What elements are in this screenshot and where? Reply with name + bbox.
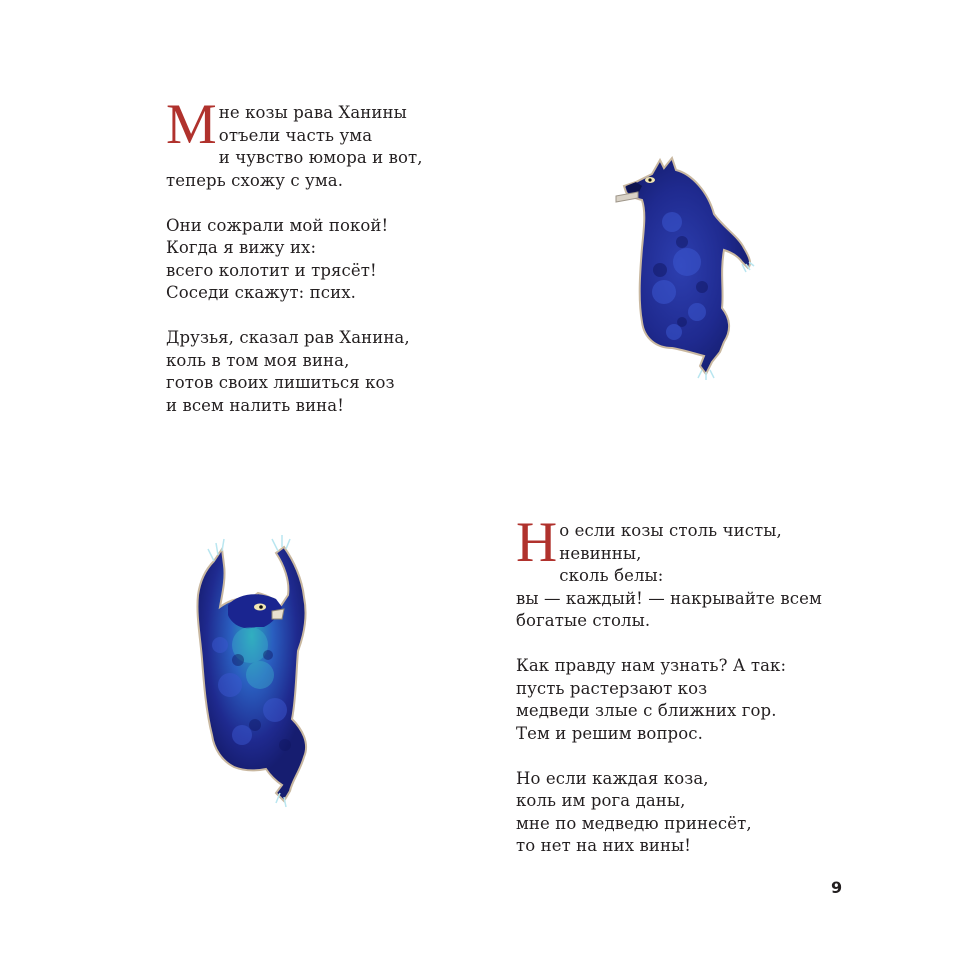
poem-bottom [516,511,856,880]
poem-line: медведи злые с ближних гор. [516,701,777,720]
poem-top [166,93,466,440]
poem-line: о если козы столь чисты, [559,521,782,540]
poem-line: вы — каждый! — накрывайте всем [516,588,822,608]
poem-line: невинны, [559,543,642,563]
drop-cap: Н [516,511,558,574]
poem-line: и всем налить вина! [166,395,344,415]
poem-line: Соседи скажут: псих. [166,283,356,302]
poem-line: пусть растерзают коз [516,678,708,698]
bear-illustration-top [612,152,762,382]
stanza [166,327,466,417]
poem-line: теперь схожу с ума. [166,170,344,190]
poem-line: коль им рога даны, [516,791,686,810]
poem-line: мне по медведю принесёт, [516,813,752,833]
stanza [166,93,466,192]
poem-line: всего колотит и трясёт! [166,260,377,280]
poem-line: Друзья, сказал рав Ханина, [166,328,410,347]
poem-line: богатые столы. [516,611,651,630]
poem-line: Они сожрали мой покой! [166,215,389,235]
stanza [516,511,856,633]
poem-line: и чувство юмора и вот, [218,148,423,167]
poem-line: готов своих лишиться коз [166,373,395,392]
poem-line: сколь белы: [559,566,664,585]
poem-line: Когда я вижу их: [166,238,317,257]
poem-line: не козы рава Ханины [218,103,407,122]
stanza [516,768,856,858]
stanza [166,215,466,305]
poem-line: коль в том моя вина, [166,350,350,370]
bear-illustration-bottom [180,535,335,810]
page-number: 9 [831,878,843,897]
poem-line: Как правду нам узнать? А так: [516,656,787,675]
poem-line: Тем и решим вопрос. [516,723,703,743]
poem-line: Но если каждая коза, [516,768,709,788]
stanza [516,655,856,745]
drop-cap: М [166,93,217,156]
poem-line: отъели часть ума [218,125,373,145]
poem-line: то нет на них вины! [516,836,692,855]
